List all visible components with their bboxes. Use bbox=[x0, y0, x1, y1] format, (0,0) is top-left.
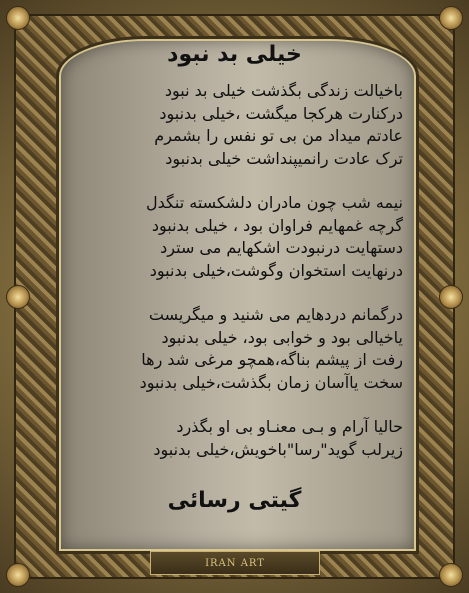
poem-line: رفت از پیشم بناگه،همچو مرغی شد رها bbox=[141, 350, 403, 369]
poem-line: زیرلب گوید"رسا"باخویش،خیلی بدنبود bbox=[153, 439, 403, 459]
poem-body bbox=[66, 80, 403, 483]
poem-line: یاخیالی بود و خوابی بود، خیلی بدنبود bbox=[161, 327, 403, 347]
poem-line: حالیا آرام و بـی معنـاو بی او بگذرد bbox=[176, 417, 403, 436]
rosette-ornament bbox=[6, 563, 30, 587]
base-plate: IRAN ART bbox=[150, 551, 320, 575]
stanza bbox=[66, 80, 403, 170]
poem-line: عادتم میداد من بی تو نفس را بشمرم bbox=[154, 126, 403, 145]
poem-line: نیمه شب چون مادران دلشکسته تنگدل bbox=[146, 193, 403, 212]
stanza bbox=[66, 192, 403, 282]
poem-line: درگمانم دردهایم می شنید و میگریست bbox=[148, 305, 403, 324]
poem-line: درنهایت استخوان وگوشت،خیلی بدنبود bbox=[149, 260, 403, 280]
poem-line: درکنارت هرکجا میگشت ،خیلی بدنبود bbox=[159, 103, 403, 123]
stanza bbox=[66, 304, 403, 394]
poem-line: دستهایت درنبودت اشکهایم می سترد bbox=[160, 238, 403, 257]
poet-signature: گیتی رسائی bbox=[167, 488, 302, 513]
poem-line: ترک عادت رانمیپنداشت خیلی بدنبود bbox=[165, 148, 403, 168]
poem-line: گرچه غمهایم فراوان بود ، خیلی بدنبود bbox=[151, 215, 403, 235]
rosette-ornament bbox=[439, 285, 463, 309]
rosette-ornament bbox=[439, 563, 463, 587]
rosette-ornament bbox=[6, 285, 30, 309]
poem-line: باخیالت زندگی بگذشت خیلی بد نبود bbox=[164, 81, 403, 100]
poem-title: خیلی بد نبود bbox=[167, 42, 302, 67]
rosette-ornament bbox=[6, 6, 30, 30]
stanza bbox=[66, 416, 403, 461]
rosette-ornament bbox=[439, 6, 463, 30]
poem-line: سخت یاآسان زمان بگذشت،خیلی بدنبود bbox=[139, 372, 403, 392]
